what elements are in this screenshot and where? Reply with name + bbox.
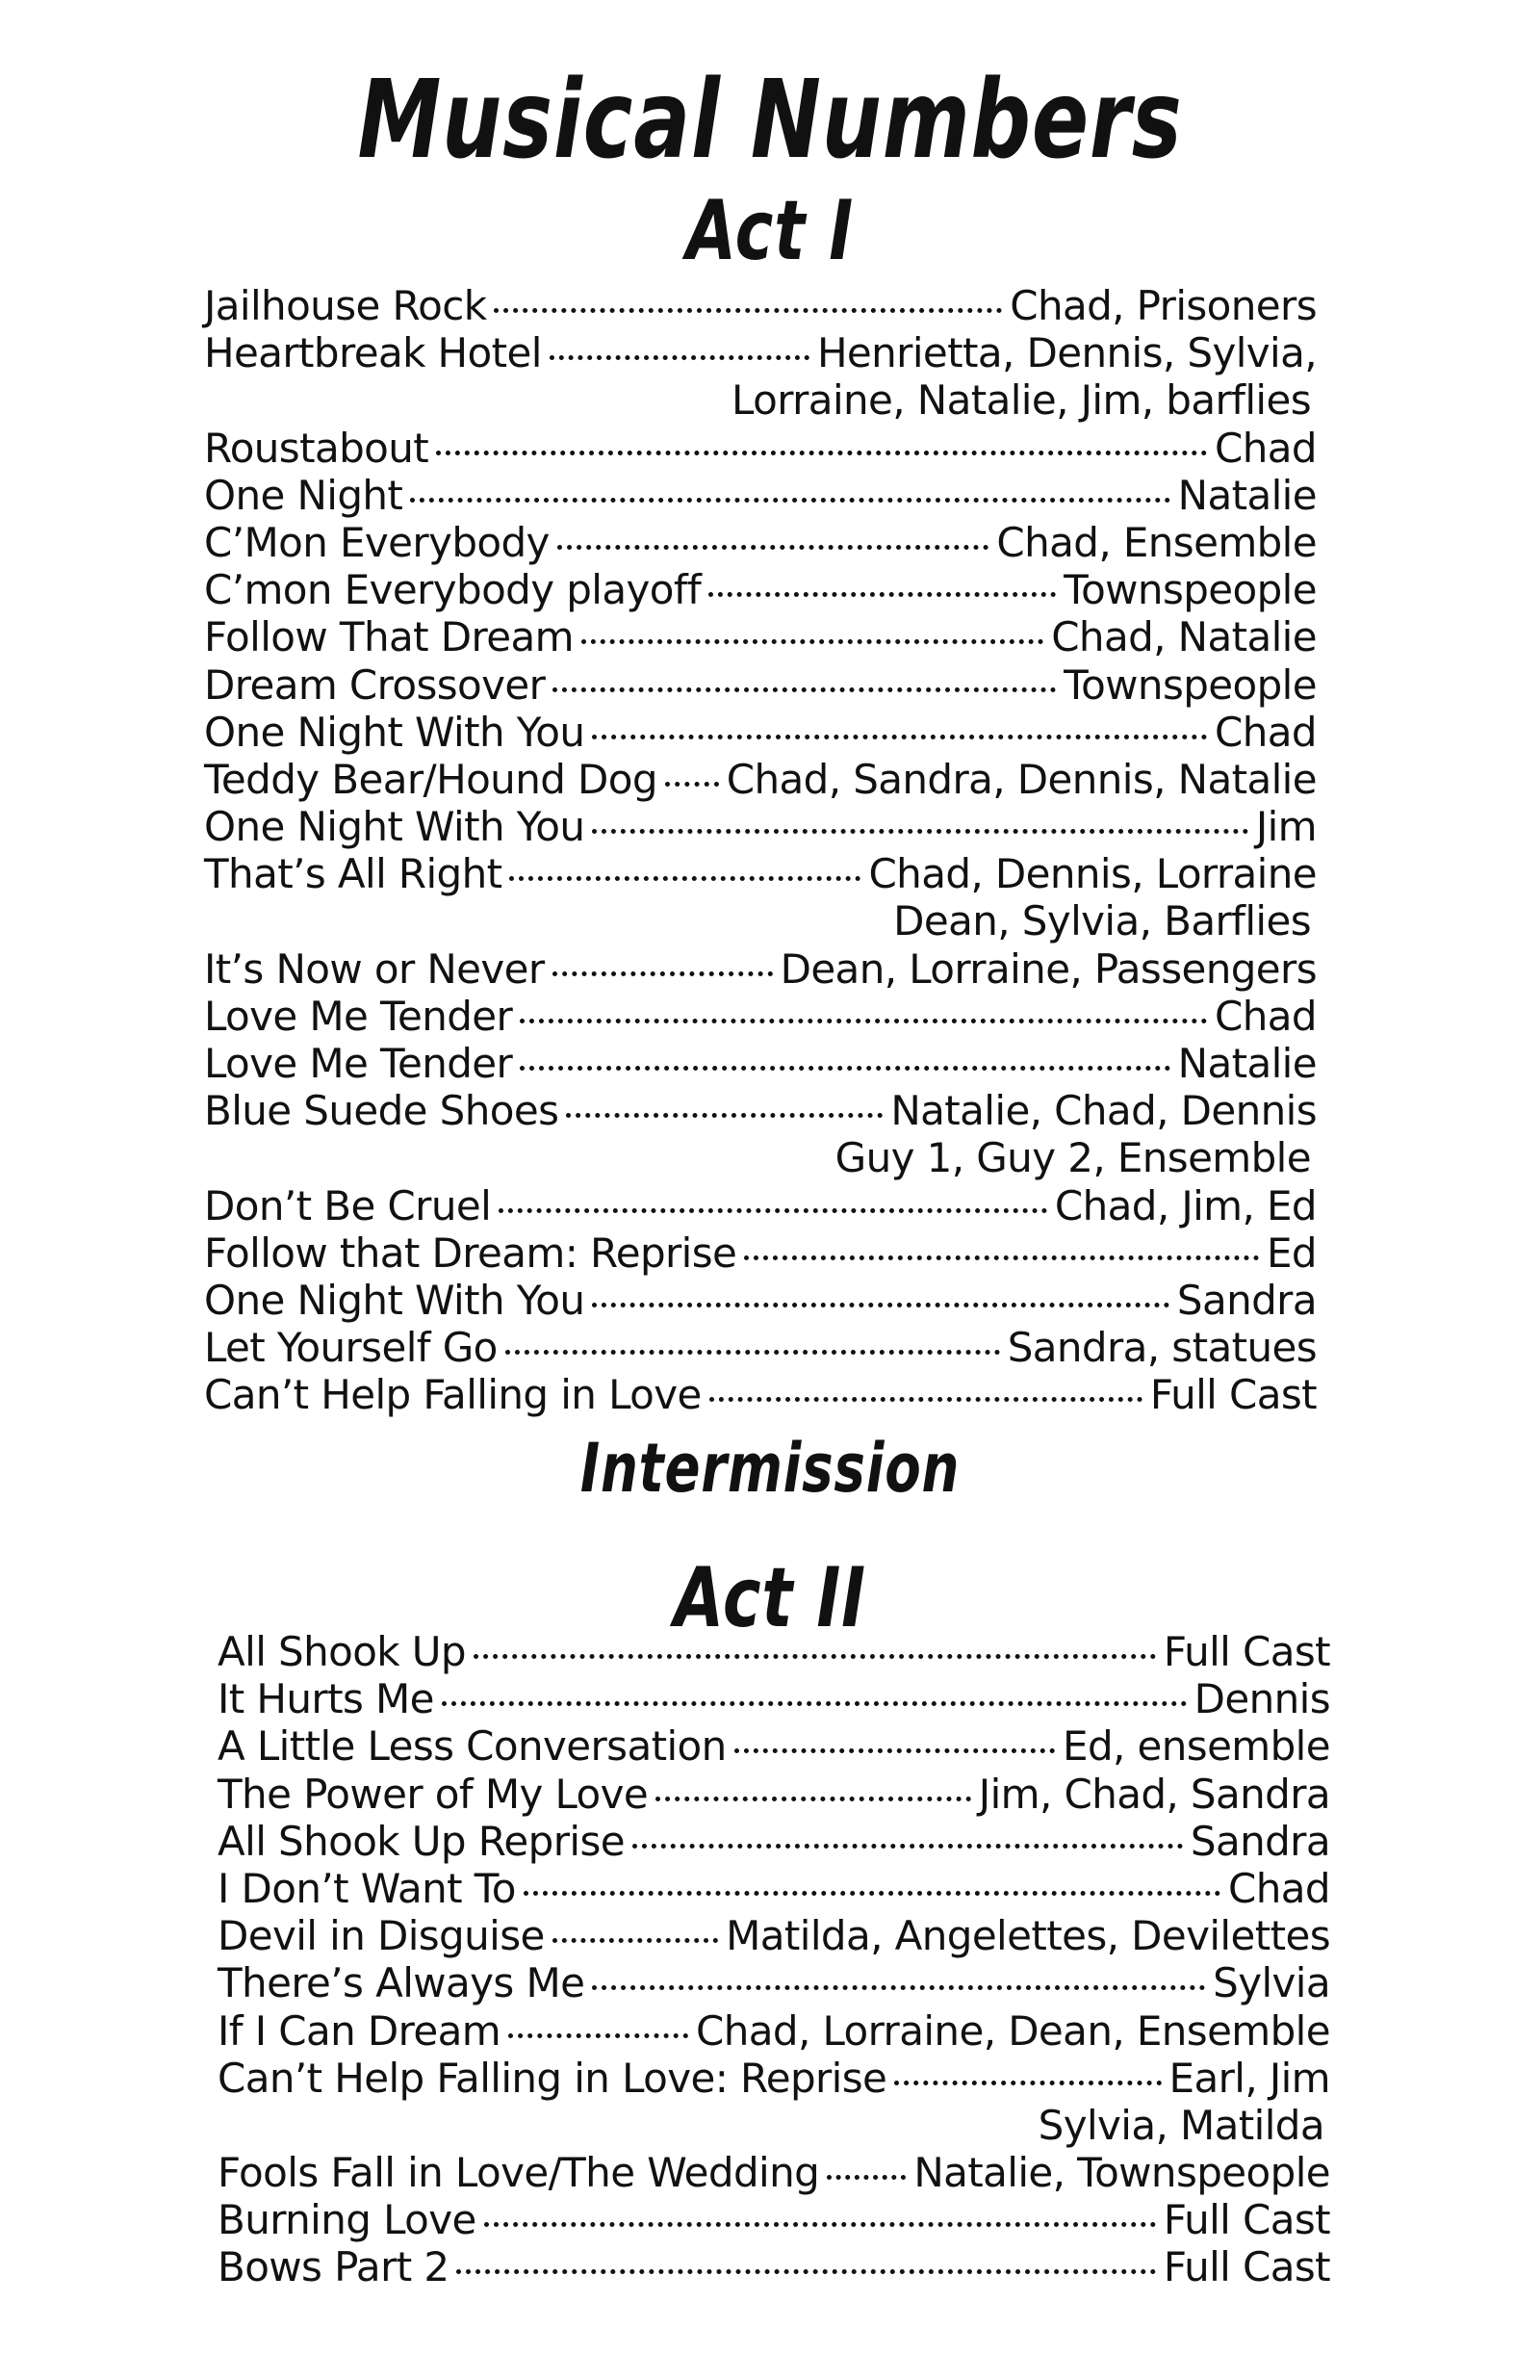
musical-number-row — [204, 1371, 1317, 1418]
musical-number-row — [218, 1771, 1330, 1818]
song-title: Blue Suede Shoes — [204, 1087, 559, 1135]
song-title: Teddy Bear/Hound Dog — [204, 755, 657, 803]
performers: Dean, Lorraine, Passengers — [780, 944, 1317, 993]
performers: Chad, Sandra, Dennis, Natalie — [726, 755, 1317, 803]
performers: Chad, Prisoners — [1010, 282, 1317, 329]
performers: Sandra, statues — [1007, 1324, 1317, 1372]
performers-continued: Dean, Sylvia, Barflies — [893, 897, 1311, 945]
intermission-heading: Intermission — [579, 1429, 961, 1508]
song-title: All Shook Up — [218, 1628, 466, 1675]
musical-number-row — [204, 1277, 1317, 1324]
performers: Chad — [1215, 708, 1317, 756]
performers: Jim, Chad, Sandra — [978, 1770, 1330, 1818]
performers: Natalie, Townspeople — [913, 2149, 1330, 2197]
performers: Ed, ensemble — [1063, 1722, 1330, 1771]
musical-number-row — [204, 566, 1317, 613]
performers: Sylvia — [1213, 1959, 1330, 2007]
dot-leader — [708, 592, 1056, 597]
dot-leader — [665, 782, 719, 787]
dot-leader — [744, 1255, 1259, 1260]
song-title: One Night — [204, 471, 403, 519]
musical-number-row — [204, 1229, 1317, 1277]
performers: Townspeople — [1064, 660, 1317, 709]
dot-leader — [494, 308, 1002, 313]
song-title: Follow That Dream — [204, 613, 574, 661]
act-1-heading: Act I — [686, 183, 854, 279]
musical-number-row — [218, 1959, 1330, 2006]
song-title: Let Yourself Go — [204, 1324, 498, 1372]
performers-continued: Sylvia, Matilda — [1038, 2101, 1324, 2149]
song-title: I Don’t Want To — [218, 1864, 516, 1912]
musical-number-row — [218, 1912, 1330, 1959]
page-title: Musical Numbers — [357, 58, 1183, 183]
dot-leader — [474, 1654, 1156, 1659]
performers: Chad, Dennis, Lorraine — [868, 850, 1317, 898]
song-title: Burning Love — [218, 2196, 476, 2244]
song-title: There’s Always Me — [218, 1959, 585, 2007]
song-title: Love Me Tender — [204, 992, 513, 1040]
dot-leader — [509, 876, 860, 881]
musical-number-row — [204, 472, 1317, 519]
musical-number-row — [204, 993, 1317, 1040]
dot-leader — [410, 498, 1169, 503]
performers: Full Cast — [1163, 1628, 1330, 1675]
act-2-numbers-list — [218, 1628, 1330, 2291]
dot-leader — [632, 1844, 1183, 1849]
performers: Chad, Lorraine, Dean, Ensemble — [696, 2006, 1330, 2055]
song-title: One Night With You — [204, 1276, 585, 1324]
performers: Chad — [1228, 1864, 1330, 1912]
performers: Chad, Ensemble — [996, 518, 1317, 566]
dot-leader — [566, 1113, 883, 1118]
musical-number-row — [204, 709, 1317, 756]
song-title: It Hurts Me — [218, 1675, 434, 1723]
musical-number-row — [218, 1628, 1330, 1675]
act-2-heading: Act II — [674, 1550, 866, 1646]
dot-leader — [436, 451, 1207, 455]
song-title: A Little Less Conversation — [218, 1722, 727, 1771]
dot-leader — [552, 971, 773, 976]
musical-number-row — [204, 661, 1317, 709]
musical-number-row — [204, 803, 1317, 850]
musical-number-row — [204, 425, 1317, 472]
musical-number-row — [204, 613, 1317, 660]
performers: Sandra — [1176, 1276, 1317, 1324]
performers: Chad, Jim, Ed — [1054, 1181, 1317, 1229]
musical-number-row — [204, 329, 1317, 376]
song-title: Dream Crossover — [204, 660, 546, 709]
musical-number-row — [204, 850, 1317, 897]
musical-number-row — [218, 1865, 1330, 1912]
dot-leader — [592, 735, 1207, 739]
performers: Chad — [1215, 424, 1317, 472]
song-title: C’Mon Everybody — [204, 518, 550, 566]
dot-leader — [505, 1350, 1000, 1355]
dot-leader — [581, 639, 1043, 644]
performers: Chad, Natalie — [1051, 613, 1317, 661]
song-title: Roustabout — [204, 424, 429, 472]
performers-continued: Guy 1, Guy 2, Ensemble — [834, 1134, 1311, 1182]
musical-number-row — [218, 2243, 1330, 2290]
dot-leader — [894, 2081, 1161, 2085]
dot-leader — [456, 2269, 1155, 2274]
dot-leader — [552, 687, 1056, 692]
musical-number-row — [218, 2007, 1330, 2055]
dot-leader — [827, 2175, 906, 2180]
dot-leader — [442, 1701, 1187, 1706]
performers: Sandra — [1190, 1817, 1330, 1865]
song-title: That’s All Right — [204, 850, 502, 898]
act-1-numbers-list — [204, 282, 1317, 1419]
performers: Natalie — [1177, 1040, 1317, 1087]
song-title: If I Can Dream — [218, 2006, 501, 2055]
dot-leader — [552, 1938, 718, 1943]
musical-number-row — [218, 2196, 1330, 2243]
musical-number-row — [204, 282, 1317, 329]
dot-leader — [709, 1397, 1142, 1402]
musical-number-row — [204, 1182, 1317, 1229]
dot-leader — [508, 2033, 688, 2038]
song-title: Jailhouse Rock — [204, 282, 487, 329]
song-title: One Night With You — [204, 708, 585, 756]
performers: Earl, Jim — [1168, 2054, 1330, 2102]
dot-leader — [592, 1303, 1169, 1307]
dot-leader — [557, 545, 989, 550]
musical-number-row — [204, 1087, 1317, 1134]
dot-leader — [592, 1985, 1205, 1990]
dot-leader — [734, 1748, 1055, 1753]
song-title: Heartbreak Hotel — [204, 329, 542, 377]
song-title: C’mon Everybody playoff — [204, 566, 702, 614]
performers: Townspeople — [1064, 566, 1317, 614]
performers: Jim — [1255, 803, 1317, 851]
performers: Chad — [1215, 992, 1317, 1040]
musical-number-row — [218, 2149, 1330, 2196]
song-title: Follow that Dream: Reprise — [204, 1229, 737, 1277]
musical-number-row — [204, 519, 1317, 566]
performers: Full Cast — [1163, 2243, 1330, 2291]
song-title: Can’t Help Falling in Love — [204, 1371, 702, 1419]
musical-number-row — [218, 1818, 1330, 1865]
performers-continued: Lorraine, Natalie, Jim, barflies — [732, 376, 1311, 425]
performers: Full Cast — [1163, 2196, 1330, 2244]
performers: Matilda, Angelettes, Devilettes — [726, 1912, 1330, 1960]
dot-leader — [655, 1797, 971, 1801]
dot-leader — [550, 355, 809, 360]
musical-number-row — [204, 756, 1317, 803]
song-title: The Power of My Love — [218, 1770, 649, 1818]
song-title: All Shook Up Reprise — [218, 1817, 625, 1865]
dot-leader — [520, 1019, 1207, 1023]
performers: Ed — [1267, 1229, 1317, 1277]
song-title: Can’t Help Falling in Love: Reprise — [218, 2054, 887, 2102]
performers: Dennis — [1194, 1675, 1330, 1723]
song-title: Fools Fall in Love/The Wedding — [218, 2149, 820, 2197]
dot-leader — [520, 1066, 1169, 1071]
song-title: One Night With You — [204, 803, 585, 851]
musical-number-row — [204, 945, 1317, 993]
song-title: Don’t Be Cruel — [204, 1181, 492, 1229]
song-title: Love Me Tender — [204, 1040, 513, 1087]
dot-leader — [499, 1208, 1047, 1213]
dot-leader — [484, 2222, 1156, 2227]
musical-number-row — [218, 1675, 1330, 1722]
performers: Henrietta, Dennis, Sylvia, — [816, 329, 1317, 377]
dot-leader — [592, 829, 1247, 834]
musical-number-row — [218, 1722, 1330, 1770]
song-title: Bows Part 2 — [218, 2243, 449, 2291]
performers: Natalie, Chad, Dennis — [890, 1087, 1317, 1135]
song-title: It’s Now or Never — [204, 944, 545, 993]
performers: Full Cast — [1149, 1371, 1317, 1419]
musical-number-row — [204, 1040, 1317, 1087]
dot-leader — [524, 1891, 1220, 1896]
musical-number-row — [204, 1324, 1317, 1371]
musical-number-row — [218, 2055, 1330, 2102]
song-title: Devil in Disguise — [218, 1912, 545, 1960]
performers: Natalie — [1177, 471, 1317, 519]
